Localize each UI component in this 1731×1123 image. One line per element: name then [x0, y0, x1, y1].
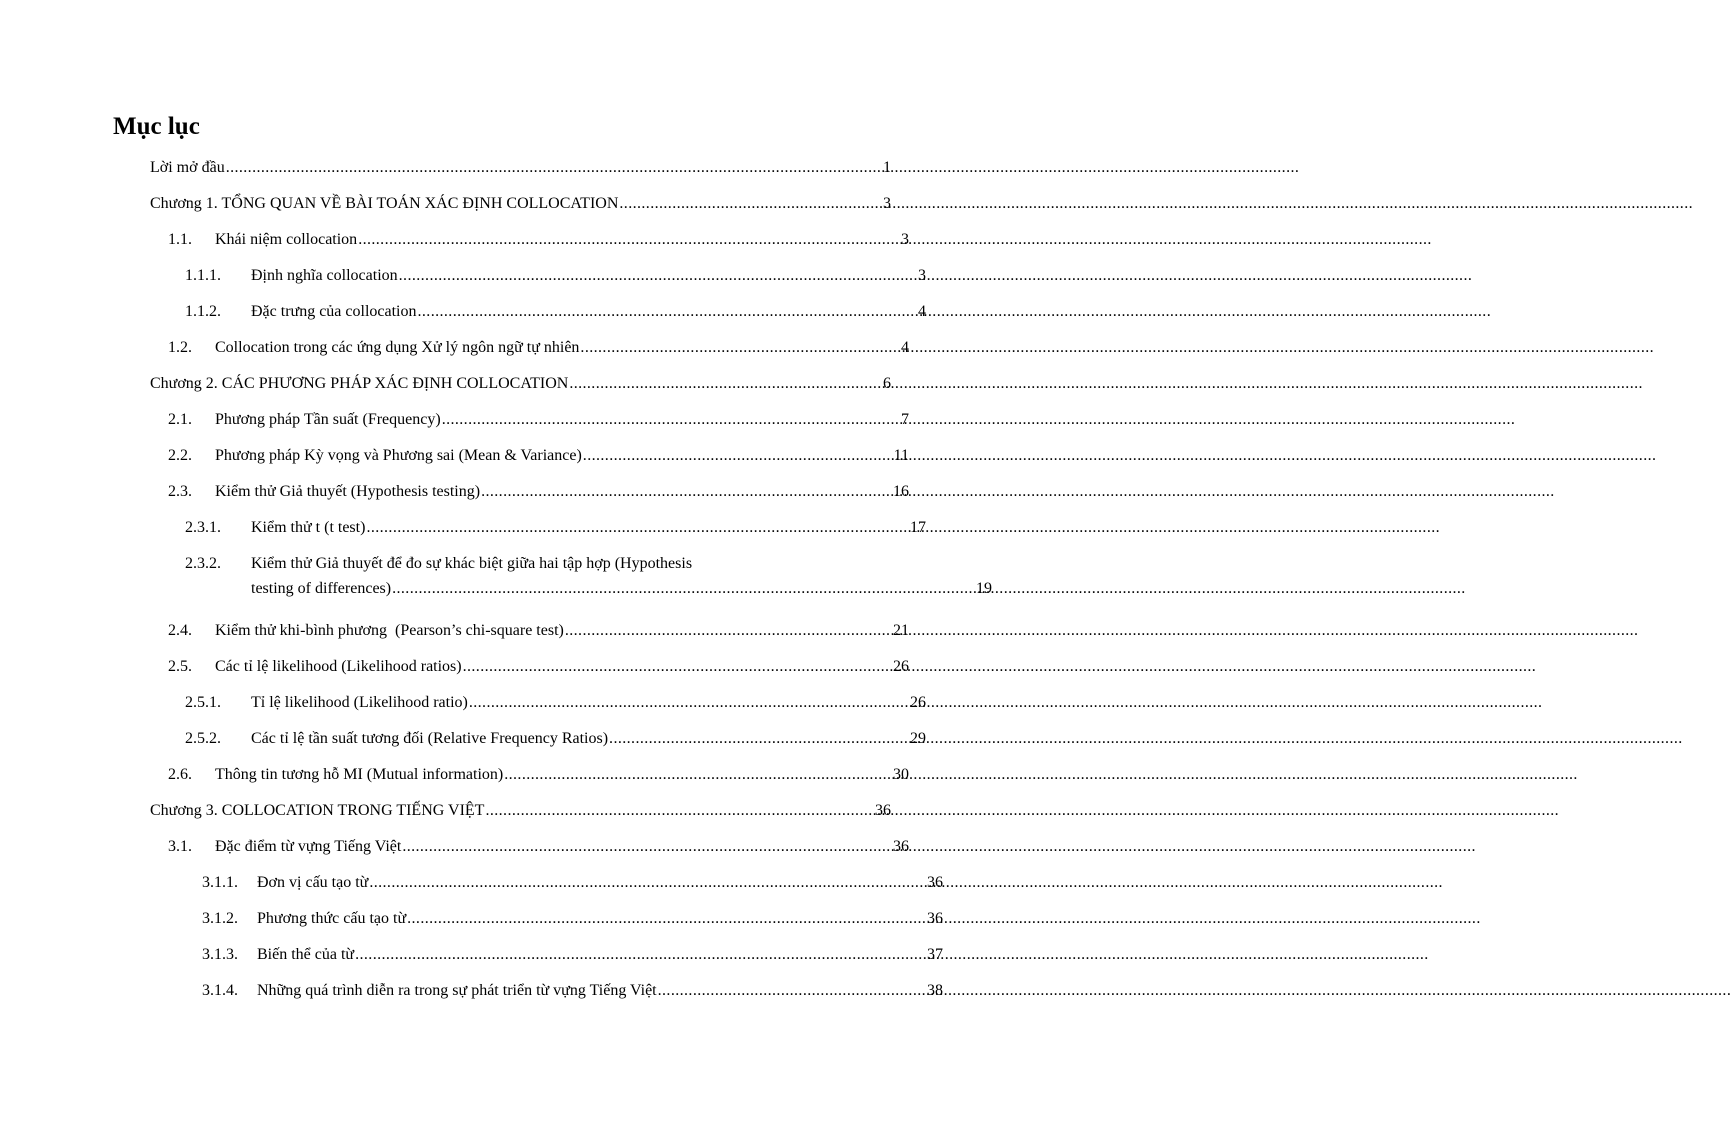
- dot-leader: [569, 373, 882, 395]
- toc-entry-page: 3: [918, 267, 926, 284]
- toc-entry-number: 3.1.3.: [202, 946, 238, 963]
- toc-entry-number: 2.3.1.: [185, 519, 221, 536]
- toc-entry-3-1-3[interactable]: [0, 944, 943, 966]
- dot-leader: [609, 728, 909, 750]
- toc-entry-page: 36: [893, 838, 909, 855]
- toc-entry-page: 21: [893, 622, 909, 639]
- dot-leader: [619, 193, 882, 215]
- toc-entry-title: Phương thức cấu tạo từ: [257, 910, 407, 927]
- toc-entry-3-1-2[interactable]: [0, 908, 943, 930]
- toc-entry-title: Những quá trình diễn ra trong sự phát triển từ vựng Tiếng Việt: [257, 982, 657, 999]
- toc-entry-page: 30: [893, 766, 909, 783]
- toc-entry-title: Collocation trong các ứng dụng Xử lý ngôn ngữ tự nhiên: [215, 339, 580, 356]
- dot-leader: [463, 656, 892, 678]
- toc-entry-title: Thông tin tương hỗ MI (Mutual information): [215, 766, 504, 783]
- toc-entry-page: 36: [875, 802, 891, 819]
- toc-entry-number: 2.5.2.: [185, 730, 221, 747]
- toc-entry-title: Chương 1. TỔNG QUAN VỀ BÀI TOÁN XÁC ĐỊNH COLLOCATION: [150, 195, 619, 212]
- toc-entry-number: 2.4.: [168, 622, 192, 639]
- toc-entry-page: 3: [883, 195, 891, 212]
- toc-entry-title: Định nghĩa collocation: [251, 267, 398, 284]
- toc-entry-title: Chương 2. CÁC PHƯƠNG PHÁP XÁC ĐỊNH COLLOCATION: [150, 375, 569, 392]
- toc-entry-title: Kiểm thử khi-bình phương (Pearson’s chi-square test): [215, 622, 564, 639]
- toc-entry-1-2[interactable]: [0, 337, 909, 359]
- toc-entry-2-2[interactable]: [0, 445, 909, 467]
- toc-entry-title: Phương pháp Kỳ vọng và Phương sai (Mean & Variance): [215, 447, 582, 464]
- toc-entry-number: 3.1.2.: [202, 910, 238, 927]
- dot-leader: [504, 764, 892, 786]
- toc-entry-page: 26: [893, 658, 909, 675]
- toc-entry-page: 1: [883, 159, 891, 176]
- dot-leader: [481, 481, 892, 503]
- toc-entry-title-line-1: Kiểm thử Giả thuyết để đo sự khác biệt giữa hai tập hợp (Hypothesis: [251, 555, 693, 572]
- dot-leader: [392, 578, 975, 600]
- toc-entry-number: 3.1.1.: [202, 874, 238, 891]
- toc-entry-page: 29: [910, 730, 926, 747]
- toc-entry-3-1-4[interactable]: [0, 980, 943, 1002]
- toc-entry-number: 1.2.: [168, 339, 192, 356]
- toc-entry-2-6[interactable]: [0, 764, 909, 786]
- dot-leader: [226, 157, 882, 179]
- dot-leader: [565, 620, 892, 642]
- toc-entry-page: 4: [901, 339, 909, 356]
- toc-entry-chapter-3[interactable]: [0, 800, 891, 822]
- toc-entry-1-1[interactable]: [0, 229, 909, 251]
- toc-entry-2-5-2[interactable]: [0, 728, 926, 750]
- toc-entry-page: 11: [893, 447, 909, 464]
- toc-entry-title: Tỉ lệ likelihood (Likelihood ratio): [251, 694, 468, 711]
- toc-entry-title: Lời mở đầu: [150, 159, 225, 176]
- toc-entry-page: 19: [976, 580, 992, 597]
- toc-entry-page: 3: [901, 231, 909, 248]
- toc-entry-1-1-1[interactable]: [0, 265, 926, 287]
- toc-entry-number: 2.3.2.: [185, 555, 221, 572]
- dot-leader: [402, 836, 892, 858]
- toc-entry-2-5-1[interactable]: [0, 692, 926, 714]
- dot-leader: [355, 944, 926, 966]
- toc-entry-title: Đặc trưng của collocation: [251, 303, 417, 320]
- toc-entry-number: 3.1.4.: [202, 982, 238, 999]
- toc-entry-number: 1.1.: [168, 231, 192, 248]
- toc-entry-title: Chương 3. COLLOCATION TRONG TIẾNG VIỆT: [150, 802, 485, 819]
- dot-leader: [407, 908, 926, 930]
- toc-entry-title-line-2: testing of differences): [251, 580, 392, 597]
- toc-entry-2-1[interactable]: [0, 409, 909, 431]
- toc-entry-number: 2.2.: [168, 447, 192, 464]
- toc-entry-page: 26: [910, 694, 926, 711]
- toc-entry-number: 3.1.: [168, 838, 192, 855]
- toc-entry-number: 1.1.2.: [185, 303, 221, 320]
- dot-leader: [583, 445, 893, 467]
- toc-entry-title: Khái niệm collocation: [215, 231, 358, 248]
- toc-entry-title: Kiểm thử t (t test): [251, 519, 366, 536]
- toc-entry-page: 16: [893, 483, 909, 500]
- toc-entry-number: 2.5.: [168, 658, 192, 675]
- dot-leader: [418, 301, 918, 323]
- toc-entry-number: 2.3.: [168, 483, 192, 500]
- toc-entry-number: 2.1.: [168, 411, 192, 428]
- toc-entry-page: 36: [927, 910, 943, 927]
- toc-entry-3-1-1[interactable]: [0, 872, 943, 894]
- toc-entry-2-4[interactable]: [0, 620, 909, 642]
- dot-leader: [369, 872, 926, 894]
- toc-entry-title: Biến thể của từ: [257, 946, 355, 963]
- toc-entry-number: 1.1.1.: [185, 267, 221, 284]
- dot-leader: [366, 517, 909, 539]
- toc-entry-title: Phương pháp Tần suất (Frequency): [215, 411, 441, 428]
- dot-leader: [442, 409, 900, 431]
- toc-heading: Mục lục: [113, 113, 200, 140]
- toc-entry-chapter-1[interactable]: [0, 193, 891, 215]
- toc-entry-chapter-2[interactable]: [0, 373, 891, 395]
- toc-entry-page: 17: [910, 519, 926, 536]
- toc-entry-title: Đặc điểm từ vựng Tiếng Việt: [215, 838, 402, 855]
- toc-entry-2-5[interactable]: [0, 656, 909, 678]
- toc-entry-title: Đơn vị cấu tạo từ: [257, 874, 369, 891]
- toc-entry-title: Các tỉ lệ tần suất tương đối (Relative Frequency Ratios): [251, 730, 609, 747]
- toc-entry-3-1[interactable]: [0, 836, 909, 858]
- dot-leader: [399, 265, 917, 287]
- dot-leader: [358, 229, 900, 251]
- toc-entry-page: 6: [883, 375, 891, 392]
- toc-entry-1-1-2[interactable]: [0, 301, 926, 323]
- toc-entry-2-3[interactable]: [0, 481, 909, 503]
- dot-leader: [469, 692, 909, 714]
- toc-entry-intro[interactable]: [0, 157, 891, 179]
- toc-entry-title: Kiểm thử Giả thuyết (Hypothesis testing): [215, 483, 481, 500]
- dot-leader: [580, 337, 900, 359]
- toc-entry-page: 37: [927, 946, 943, 963]
- toc-entry-page: 38: [927, 982, 943, 999]
- toc-entry-number: 2.6.: [168, 766, 192, 783]
- toc-entry-2-3-1[interactable]: [0, 517, 926, 539]
- toc-entry-2-3-2[interactable]: [0, 553, 992, 600]
- toc-entry-number: 2.5.1.: [185, 694, 221, 711]
- toc-entry-page: 4: [918, 303, 926, 320]
- toc-entry-page: 36: [927, 874, 943, 891]
- dot-leader: [485, 800, 874, 822]
- toc-entry-page: 7: [901, 411, 909, 428]
- toc-entry-title: Các tỉ lệ likelihood (Likelihood ratios): [215, 658, 462, 675]
- dot-leader: [658, 980, 926, 1002]
